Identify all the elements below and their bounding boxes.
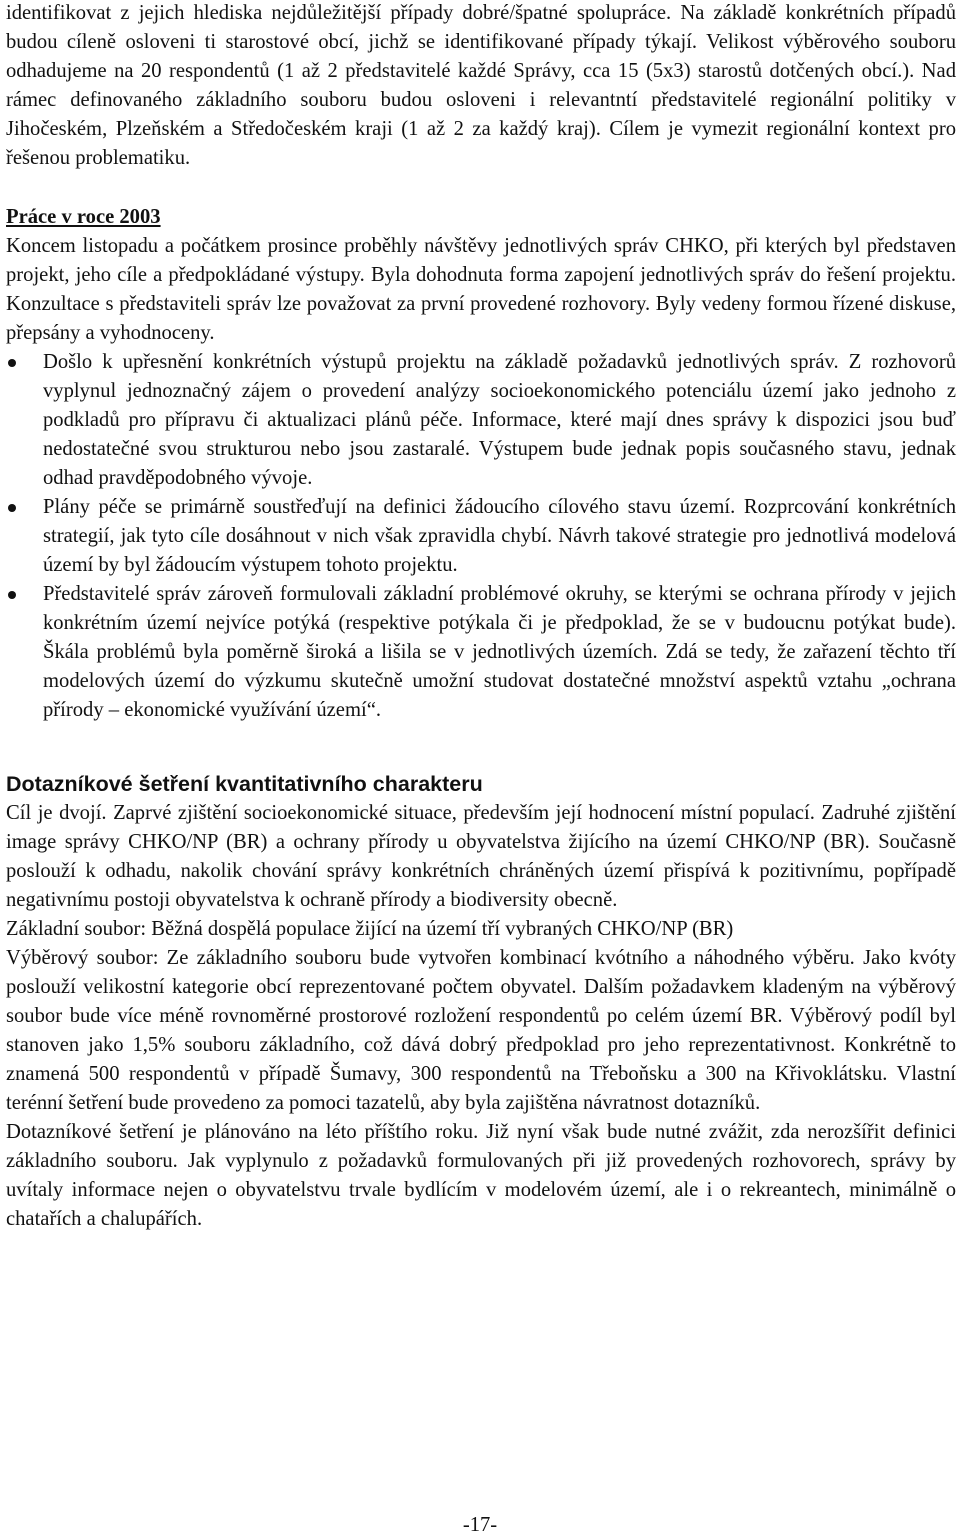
document-page <box>6 0 956 1234</box>
bullet-text: Došlo k upřesnění konkrétních výstupů projektu na základě požadavků jednotlivých správ. Z rozhovorů vyplynul jednoznačný zájem o provedení analýzy socioekonomického potenciálu území jako jednoho z podkladů pro přípravu či aktualizaci plánů péče. Informace, které mají dnes správy k dispozici jsou buď nedostatečné svou strukturou nebo jsou zastaralé. Výstupem bude jednak popis současného stavu, jednak odhad pravděpodobného vývoje. <box>43 351 956 489</box>
survey-plan-paragraph: Dotazníkové šetření je plánováno na léto příštího roku. Již nyní však bude nutné zvážit, zda nerozšířit definici základního souboru. Jak vyplynulo z požadavků formulovaných při již provedených rozhovorech, správy by uvítaly informace nejen o obyvatelstvu trvale bydlícím v modelovém území, ale i o rekreantech, minimálně o chatařích a chalupářích. <box>6 1121 956 1230</box>
bullet-text: Představitelé správ zároveň formulovali základní problémové okruhy, se kterými se ochrana přírody v jejich konkrétním území nejvíce potýká (respektive potýkala či je předpoklad, že se v budoucnu potýkat bude). Škála problémů byla poměrně široká a lišila se v jednotlivých územích. Zdá se tedy, že zařazení těchto tří modelových území do výzkumu skutečně umožní studovat dostatečné množství aspektů vztahu „ochrana přírody – ekonomické využívání území“. <box>43 583 956 721</box>
survey-goal-paragraph: Cíl je dvojí. Zaprvé zjištění socioekonomické situace, především její hodnocení místní populací. Zadruhé zjištění image správy CHKO/NP (BR) a ochrany přírody u obyvatelstva žijícího na území CHKO/NP (BR). Současně poslouží k odhadu, nakolik chování správy konkrétních chráněných území přispívá k pozitivnímu, popřípadě negativnímu postoji obyvatelstva k ochraně přírody a biodiversity obecně. <box>6 802 956 911</box>
bullet-icon <box>8 591 16 599</box>
section-title-survey: Dotazníkové šetření kvantitativního charakteru <box>6 772 483 796</box>
bullet-icon <box>8 359 16 367</box>
survey-base-paragraph: Základní soubor: Běžná dospělá populace žijící na území tří vybraných CHKO/NP (BR) <box>6 918 734 940</box>
intro-paragraph: identifikovat z jejich hlediska nejdůležitější případy dobré/špatné spolupráce. Na základě konkrétních případů budou cíleně osloveni ti starostové obcí, jichž se identifikované případy týkají. Velikost výběrového souboru odhadujeme na 20 respondentů (1 až 2 představitelé každé Správy, cca 15 (5x3) starostů dotčených obcí.). Nad rámec definovaného základního souboru budou osloveni i relevantntí představitelé regionální politiky v Jihočeském, Plzeňském a Středočeském kraji (1 až 2 za každý kraj). Cílem je vymezit regionální kontext pro řešenou problematiku. <box>6 2 956 169</box>
work-2003-paragraph: Koncem listopadu a počátkem prosince proběhly návštěvy jednotlivých správ CHKO, při kterých byl představen projekt, jeho cíle a předpokládané výstupy. Byla dohodnuta forma zapojení jednotlivých správ do řešení projektu. Konzultace s představiteli správ lze považovat za první provedené rozhovory. Byly vedeny formou řízené diskuse, přepsány a vyhodnoceny. <box>6 235 956 344</box>
list-item <box>6 580 956 725</box>
page-number: -17- <box>462 1514 498 1536</box>
section-heading-work-2003: Práce v roce 2003 <box>6 206 161 228</box>
list-item <box>6 493 956 580</box>
survey-sample-paragraph: Výběrový soubor: Ze základního souboru bude vytvořen kombinací kvótního a náhodného výběru. Jako kvóty poslouží velikostní kategorie obcí reprezentované počtem obyvatel. Dalším požadavkem kladeným na výběrový soubor bude více méně rovnoměrné prostorové rozložení respondentů po celém území BR. Výběrový podíl byl stanoven jako 1,5% souboru základního, což dává dobrý předpoklad pro jeho reprezentativnost. Konkrétně to znamená 500 respondentů v případě Šumavy, 300 respondentů na Třeboňsku a 300 na Křivoklátsku. Vlastní terénní šetření bude provedeno za pomoci tazatelů, aby byla zajištěna návratnost dotazníků. <box>6 947 956 1114</box>
work-2003-bullet-list <box>6 348 956 725</box>
list-item <box>6 348 956 493</box>
bullet-icon <box>8 504 16 512</box>
bullet-text: Plány péče se primárně soustřeďují na definici žádoucího cílového stavu území. Rozprcování konkrétních strategií, jak tyto cíle dosáhnout v nich však zpravidla chybí. Návrh takové strategie pro jednotlivá modelová území by byl žádoucím výstupem tohoto projektu. <box>43 496 956 576</box>
